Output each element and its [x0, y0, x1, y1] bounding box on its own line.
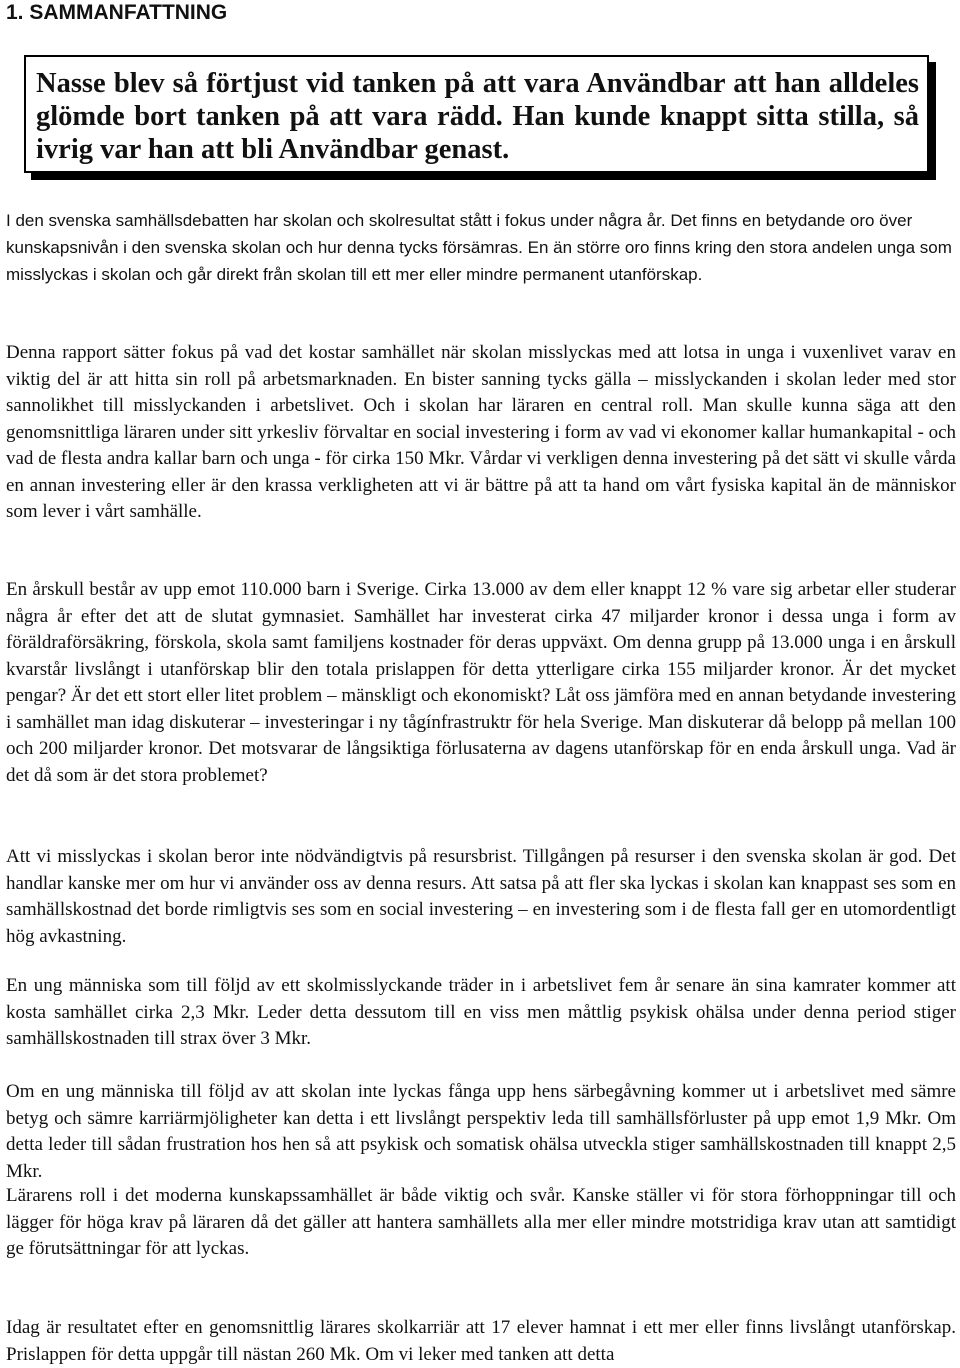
quote-text: Nasse blev så förtjust vid tanken på att vara Användbar att han alldeles glömde bort tanken på att vara rädd. Han kunde knappt sitta stilla, så ivrig var han att bli Användbar genast.	[36, 68, 919, 165]
quote-box	[24, 55, 929, 173]
body-paragraph-2: En årskull består av upp emot 110.000 barn i Sverige. Cirka 13.000 av dem eller knappt 12 % vare sig arbetar eller studerar några år efter det att de slutat gymnasiet. Samhället har investerat cirka 47 miljarder kronor i dessa unga i form av föräldraförsäkring, förskola, skola samt familjens kostnader för deras uppväxt. Om denna grupp på 13.000 unga i en årskull kvarstår livslångt i utanförskap blir den totala prislappen för detta ytterligare cirka 155 miljarder kronor. Är det mycket pengar? Är det ett stort eller litet problem – mänskligt och ekonomiskt? Låt oss jämföra med en annan betydande investering i samhället man idag diskuterar – investeringar i ny tågínfrastruktr för hela Sverige. Man diskuterar då belopp på mellan 100 och 200 miljarder kronor. Det motsvarar de långsiktiga förlusaterna av dagens utanförskap för en enda årskull unga. Vad är det då som är det stora problemet?	[6, 579, 956, 786]
body-paragraph-3: Att vi misslyckas i skolan beror inte nödvändigtvis på resursbrist. Tillgången på resurser i den svenska skolan är god. Det handlar kanske mer om hur vi använder oss av denna resurs. Att satsa på att fler ska lyckas i skolan kan knappast ses som en samhällskostnad det borde rimligtvis ses som en social investering – en investering som i de flesta fall ger en utomordentligt hög avkastning.	[6, 846, 956, 947]
body-paragraph-7: Idag är resultatet efter en genomsnittlig lärares skolkarriär att 17 elever hamnat i ett mer eller finns livslångt utanförskap. Prislappen för detta uppgår till nästan 260 Mk. Om vi leker med tanken att detta	[6, 1317, 956, 1365]
body-paragraph-5: Om en ung människa till följd av att skolan inte lyckas fånga upp hens särbegåvning kommer ut i arbetslivet med sämre betyg och sämre karriärmjöligheter kan detta i ett livslångt perspektiv leda till samhällsförluster på upp emot 1,9 Mkr. Om detta leder till sådan frustration hos hen så att psykisk och somatisk ohälsa utveckla stiger samhällskostnaden till knappt 2,5 Mkr.	[6, 1081, 956, 1182]
body-paragraph-6: Lärarens roll i det moderna kunskapssamhället är både viktig och svår. Kanske ställer vi för stora förhoppningar till och lägger för höga krav på läraren då det gäller att hantera samhällets alla mer eller mindre motstridiga krav utan att samtidigt ge förutsättningar för att lyckas.	[6, 1185, 956, 1259]
intro-paragraph: I den svenska samhällsdebatten har skolan och skolresultat stått i fokus under några år. Det finns en betydande oro över kunskapsnivån i den svenska skolan och hur denna tycks försämras. En än större oro finns kring den stora andelen unga som misslyckas i skolan och går direkt från skolan till ett mer eller mindre permanent utanförskap.	[6, 211, 952, 284]
body-paragraph-1: Denna rapport sätter fokus på vad det kostar samhället när skolan misslyckas med att lotsa in unga i vuxenlivet varav en viktig del är att hitta sin roll på arbetsmarknaden. En bister sanning tycks gälla – misslyckanden i skolan leder med stor sannolikhet till misslyckanden i arbetslivet. Och i skolan har läraren en central roll. Man skulle kunna säga att den genomsnittliga läraren under sitt yrkesliv förvaltar en social investering i form av vad vi ekonomer kallar humankapital - och vad de flesta andra kallar barn och unga - för cirka 150 Mkr. Vårdar vi verkligen denna investering på det sätt vi skulle vårda en annan investering eller är den krassa verkligheten att vi är bättre på att ta hand om vårt fysiska kapital än de människor som lever i vårt samhälle.	[6, 342, 956, 522]
body-paragraph-4: En ung människa som till följd av ett skolmisslyckande träder in i arbetslivet fem år senare än sina kamrater kommer att kosta samhället cirka 2,3 Mkr. Leder detta dessutom till en viss men måttlig psykisk ohälsa under denna period stiger samhällskostnaden till strax över 3 Mkr.	[6, 975, 956, 1049]
section-heading: 1. SAMMANFATTNING	[6, 1, 228, 24]
